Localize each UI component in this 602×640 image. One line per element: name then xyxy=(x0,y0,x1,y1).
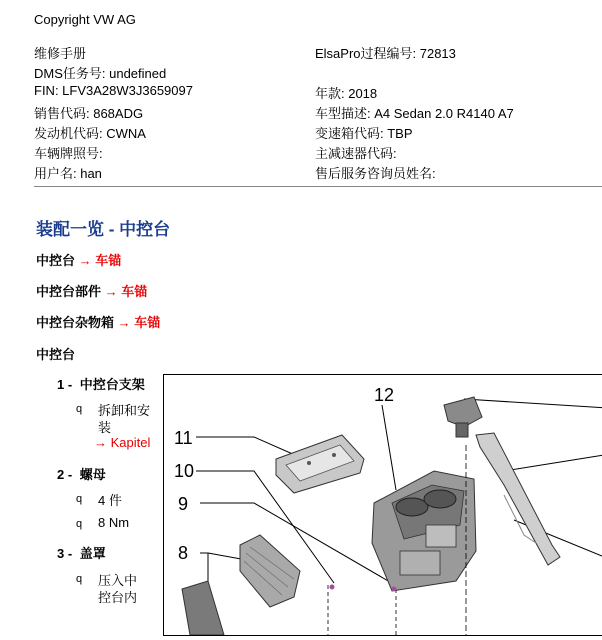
bullet-glyph: q xyxy=(76,573,83,585)
item-name: 螺母 xyxy=(79,467,106,482)
part-grille xyxy=(240,535,300,607)
part-lower-panel xyxy=(182,581,224,635)
header-advisor-name: 售后服务咨询员姓名: xyxy=(315,166,436,181)
item-1-note-line1: 拆卸和安 xyxy=(98,403,151,418)
part-console-body xyxy=(372,471,476,591)
link-label: 中控台 xyxy=(36,253,76,268)
header-sales-code: 销售代码: 868ADG xyxy=(34,106,144,121)
link-console-storage[interactable] xyxy=(36,312,160,331)
header-manual: 维修手册 xyxy=(34,46,87,61)
item-number: 3 - xyxy=(57,546,73,561)
header-gearbox-code: 变速箱代码: TBP xyxy=(315,126,413,141)
header-dms: DMS任务号: undefined xyxy=(34,66,167,81)
item-2 xyxy=(57,464,106,483)
exploded-view-figure xyxy=(163,374,602,636)
kapitel-link[interactable]: → Kapitel xyxy=(94,435,151,450)
item-number: 1 - xyxy=(57,377,73,392)
item-3-note-line1: 压入中 xyxy=(98,573,138,588)
item-3-note-line2: 控台内 xyxy=(98,590,138,605)
part-side-trim xyxy=(476,433,560,565)
callout-8: 8 xyxy=(178,543,189,563)
bullet-glyph: q xyxy=(76,493,83,505)
header-model-year: 年款: 2018 xyxy=(315,86,378,101)
callout-11: 11 xyxy=(174,428,193,448)
callout-9: 9 xyxy=(178,494,189,514)
item-name: 中控台支架 xyxy=(79,377,145,392)
item-1-note-line2: 装 xyxy=(98,420,112,435)
link-label: 中控台杂物箱 xyxy=(36,315,115,330)
link-console[interactable] xyxy=(36,250,121,269)
fastener-marker xyxy=(330,585,335,590)
item-2-quantity: 4 件 xyxy=(98,493,122,508)
section-subtitle: 中控台 xyxy=(36,347,76,362)
callout-10: 10 xyxy=(174,461,195,481)
header-model-desc: 车型描述: A4 Sedan 2.0 R4140 A7 xyxy=(315,106,514,121)
copyright: Copyright VW AG xyxy=(34,12,136,27)
header-divider xyxy=(34,186,602,187)
bullet-glyph: q xyxy=(76,518,83,530)
callout-12: 12 xyxy=(374,385,395,405)
bullet-glyph: q xyxy=(76,403,83,415)
part-tray xyxy=(276,435,364,493)
fastener-marker xyxy=(392,587,397,592)
header-fin: FIN: LFV3A28W3J3659097 xyxy=(34,83,193,98)
header-username: 用户名: han xyxy=(34,166,102,181)
header-license-plate: 车辆牌照号: xyxy=(34,146,103,161)
item-number: 2 - xyxy=(57,467,73,482)
anchor-link[interactable]: → 车锚 xyxy=(78,253,122,268)
link-label: 中控台部件 xyxy=(36,284,102,299)
header-process-number: ElsaPro过程编号: 72813 xyxy=(315,46,456,61)
link-console-parts[interactable] xyxy=(36,281,147,300)
exploded-view-drawing xyxy=(164,375,602,635)
item-3 xyxy=(57,543,106,562)
item-2-torque: 8 Nm xyxy=(98,515,130,530)
item-name: 盖罩 xyxy=(79,546,106,561)
header-engine-code: 发动机代码: CWNA xyxy=(34,126,146,141)
page-title: 装配一览 - 中控台 xyxy=(36,220,171,239)
part-gear-selector xyxy=(444,397,482,437)
header-final-drive-code: 主减速器代码: xyxy=(315,146,397,161)
item-1 xyxy=(57,374,145,393)
anchor-link[interactable]: → 车锚 xyxy=(104,284,148,299)
anchor-link[interactable]: → 车锚 xyxy=(117,315,161,330)
